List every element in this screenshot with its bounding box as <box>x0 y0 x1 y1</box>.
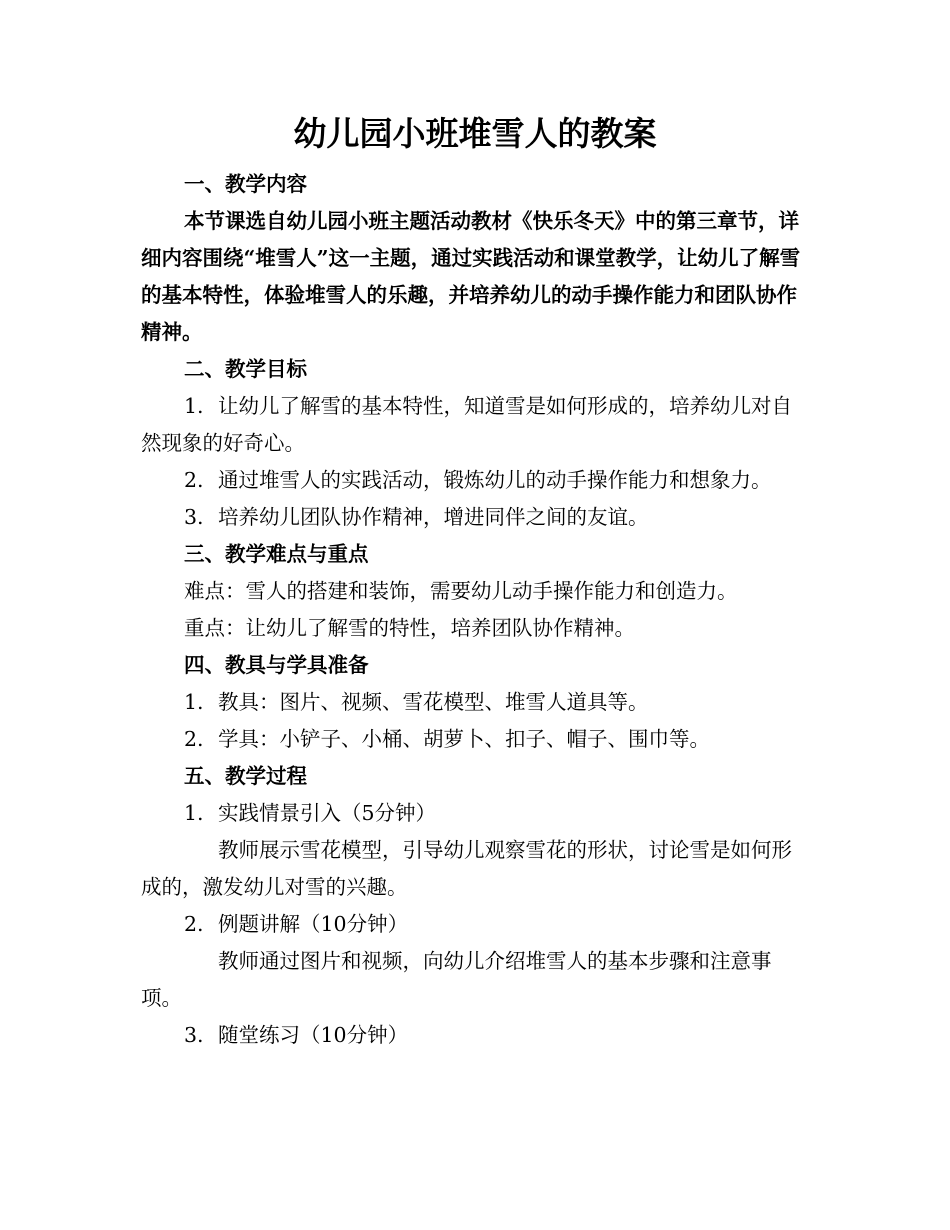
objective-text: 让幼儿了解雪的基本特性，知道雪是如何形成的，培养幼儿对自然现象的好奇心。 <box>141 394 792 455</box>
objective-item <box>141 388 809 462</box>
document-title: 幼儿园小班堆雪人的教案 <box>293 114 657 153</box>
material-item <box>141 684 809 721</box>
material-text: 教具：图片、视频、雪花模型、堆雪人道具等。 <box>218 690 649 714</box>
section-heading-materials: 四、教具与学具准备 <box>184 653 369 677</box>
material-item <box>141 721 809 758</box>
material-number: 2. <box>184 727 204 751</box>
process-step-title <box>141 795 809 832</box>
process-step-detail: 教师通过图片和视频，向幼儿介绍堆雪人的基本步骤和注意事项。 <box>141 949 772 1010</box>
section-heading-content: 一、教学内容 <box>184 172 307 196</box>
difficulty-text: 难点：雪人的搭建和装饰，需要幼儿动手操作能力和创造力。 <box>184 579 738 603</box>
document-body <box>141 166 809 1054</box>
section-content-paragraph: 本节课选自幼儿园小班主题活动教材《快乐冬天》中的第三章节，详细内容围绕“堆雪人”这一主题，通过实践活动和课堂教学，让幼儿了解雪的基本特性，体验堆雪人的乐趣，并培养幼儿的动手操作能力和团队协作精神。 <box>141 209 801 344</box>
step-number: 3. <box>184 1023 204 1047</box>
process-step-detail: 教师展示雪花模型，引导幼儿观察雪花的形状，讨论雪是如何形成的，激发幼儿对雪的兴趣。 <box>141 838 792 899</box>
objective-item <box>141 499 809 536</box>
material-text: 学具：小铲子、小桶、胡萝卜、扣子、帽子、围巾等。 <box>218 727 710 751</box>
step-number: 1. <box>184 801 204 825</box>
objective-number: 2. <box>184 468 204 492</box>
key-point-text: 重点：让幼儿了解雪的特性，培养团队协作精神。 <box>184 616 635 640</box>
step-title: 实践情景引入（5分钟） <box>218 801 437 825</box>
process-step-title <box>141 1017 809 1054</box>
step-title: 例题讲解（10分钟） <box>218 912 409 936</box>
step-number: 2. <box>184 912 204 936</box>
section-heading-objectives: 二、教学目标 <box>184 357 307 381</box>
step-title: 随堂练习（10分钟） <box>218 1023 409 1047</box>
objective-item <box>141 462 809 499</box>
objective-text: 培养幼儿团队协作精神，增进同伴之间的友谊。 <box>218 505 649 529</box>
process-step-title <box>141 906 809 943</box>
objective-text: 通过堆雪人的实践活动，锻炼幼儿的动手操作能力和想象力。 <box>218 468 772 492</box>
section-heading-difficulties: 三、教学难点与重点 <box>184 542 369 566</box>
objective-number: 1. <box>184 394 204 418</box>
material-number: 1. <box>184 690 204 714</box>
objective-number: 3. <box>184 505 204 529</box>
section-heading-process: 五、教学过程 <box>184 764 307 788</box>
